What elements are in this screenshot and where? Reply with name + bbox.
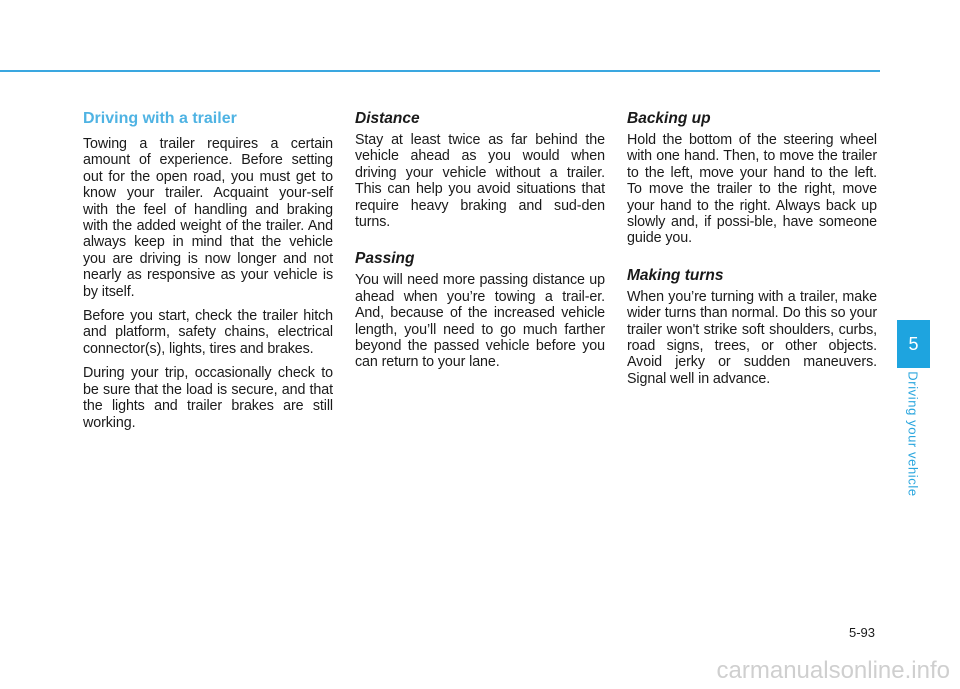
subheading-backing-up: Backing up xyxy=(627,110,711,127)
paragraph: Before you start, check the trailer hitch and platform, safety chains, electrical connector(s), lights, tires and brakes. xyxy=(83,308,333,357)
subheading-distance: Distance xyxy=(355,110,420,127)
column-distance-passing xyxy=(355,108,605,379)
paragraph: Hold the bottom of the steering wheel with one hand. Then, to move the trailer to the left, move your hand to the left. To move the trailer to the right, move your hand to the right. Always back up slowly and, if possi-ble, have someone guide you. xyxy=(627,132,877,247)
subheading-making-turns: Making turns xyxy=(627,266,724,284)
paragraph: When you’re turning with a trailer, make wider turns than normal. Do this so your trailer won't strike soft shoulders, curbs, road signs, trees, or other objects. Avoid jerky or sudden maneuvers. Signal well in advance. xyxy=(627,288,877,387)
paragraph: You will need more passing distance up ahead when you’re towing a trail-er. And, because of the increased vehicle length, you’ll need to go much farther beyond the passed vehicle before you can return to your lane. xyxy=(355,272,605,371)
chapter-label: Driving your vehicle xyxy=(905,371,921,497)
paragraph: Towing a trailer requires a certain amount of experience. Before setting out for the open road, you must get to know your trailer. Acquaint your-self with the feel of handling and braking with the added weight of the trailer. And always keep in mind that the vehicle you are driving is now longer and not nearly as responsive as your vehicle is by itself. xyxy=(83,136,333,300)
watermark: carmanualsonline.info xyxy=(716,657,950,684)
paragraph: Stay at least twice as far behind the vehicle ahead as you would when driving your vehicle without a trailer. This can help you avoid situations that require heavy braking and sud-den turns. xyxy=(355,132,605,231)
page-number: 5-93 xyxy=(848,625,875,640)
chapter-tab: 5 xyxy=(897,320,930,368)
paragraph: During your trip, occasionally check to be sure that the load is secure, and that the lights and trailer brakes are still working. xyxy=(83,365,333,431)
column-backing-turns xyxy=(627,108,877,395)
column-driving-with-trailer xyxy=(83,108,333,439)
section-title: Driving with a trailer xyxy=(83,110,237,127)
subheading-passing: Passing xyxy=(355,250,415,268)
header-rule xyxy=(0,70,880,72)
